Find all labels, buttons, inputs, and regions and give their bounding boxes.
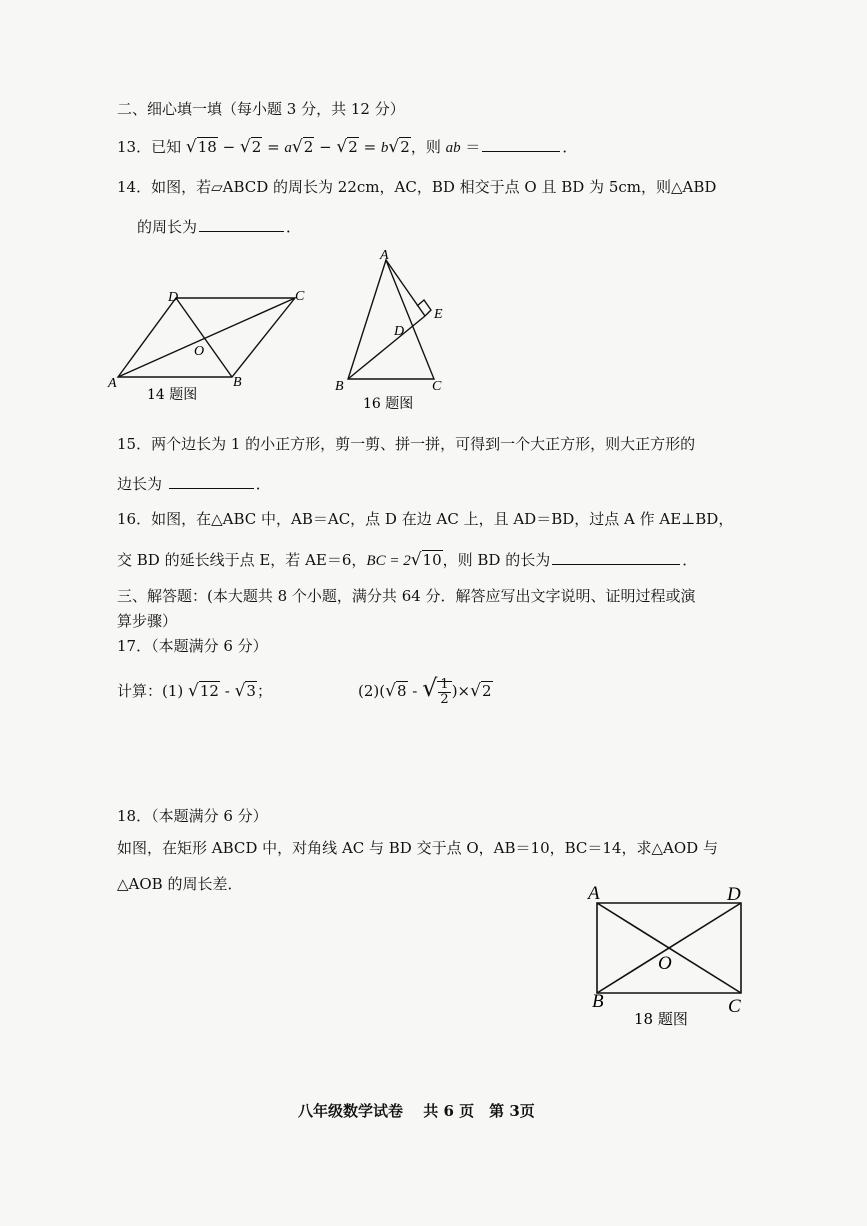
figure-16-triangle (328, 242, 458, 414)
sqrt-18: √18 (185, 137, 217, 157)
figure-18-caption: 18 题图 (634, 1010, 688, 1028)
question-14-line-2: 的周长为 ． (137, 218, 302, 236)
sqrt-10: √10 (410, 550, 442, 570)
sqrt-8: √8 (385, 681, 407, 701)
question-15-line-2: 边长为 ． (117, 475, 271, 493)
label-a: A (108, 376, 117, 391)
diagonal-bd (176, 298, 232, 377)
section-2-heading: 二、细心填一填（每小题 3 分，共 12 分） (117, 100, 405, 118)
question-17-part-2: (2)(√8 - √ $\frac{1}{2}$ )×√2 (358, 674, 492, 707)
label-a: A (380, 248, 389, 263)
q16-answer-blank[interactable] (552, 563, 680, 565)
label-c: C (295, 289, 305, 304)
label-c: C (432, 379, 442, 394)
q13-answer-blank[interactable] (482, 150, 560, 152)
segment-be (348, 316, 425, 379)
sqrt-2: √2 (470, 681, 492, 701)
label-b: B (335, 379, 344, 394)
sqrt-half: √ $\frac{1}{2}$ (422, 674, 452, 707)
question-18-title: 18．（本题满分 6 分） (117, 807, 268, 825)
figure-16-caption: 16 题图 (363, 396, 414, 412)
question-17-part-1: 计算：(1) √12 - √3； (117, 681, 272, 701)
question-16-line-1: 16．如图，在△ABC 中，AB＝AC，点 D 在边 AC 上，且 AD＝BD，过点 A 作 AE⊥BD， (117, 510, 734, 528)
label-b: B (592, 991, 604, 1012)
section-3-heading-line-2: 算步骤） (117, 612, 178, 630)
question-13: 13．已知 √18 − √2 = a√2 − √2 = b√2，则 ab ＝ ． (117, 137, 578, 157)
q15-answer-blank[interactable] (169, 487, 254, 489)
label-e: E (434, 307, 443, 322)
question-17-title: 17．（本题满分 6 分） (117, 637, 268, 655)
label-d: D (394, 324, 405, 339)
question-14-line-1: 14．如图，若▱ABCD 的周长为 22cm，AC，BD 相交于点 O 且 BD 为 5cm，则△ABD (117, 178, 717, 196)
diagonal-ac (118, 298, 295, 377)
label-a: A (588, 883, 600, 904)
figure-18-rectangle (583, 880, 758, 1030)
label-d: D (168, 290, 179, 305)
label-c: C (728, 996, 741, 1017)
question-15-line-1: 15．两个边长为 1 的小正方形，剪一剪、拼一拼，可得到一个大正方形，则大正方形的 (117, 435, 696, 453)
question-16-line-2: 交 BD 的延长线于点 E，若 AE＝6，BC = 2√10，则 BD 的长为 ． (117, 550, 698, 570)
question-18-line-2: △AOB 的周长差． (117, 875, 243, 893)
label-d: D (727, 884, 741, 905)
sqrt-3: √3 (234, 681, 256, 701)
page-footer: 八年级数学试卷 共 6 页 第 3页 (298, 1102, 535, 1120)
figure-14-caption: 14 题图 (147, 387, 198, 403)
q14-answer-blank[interactable] (199, 230, 284, 232)
q13-number: 13．已知 (117, 138, 182, 156)
figure-14-parallelogram (105, 285, 320, 410)
label-b: B (233, 375, 242, 390)
label-o: O (194, 344, 205, 359)
label-o: O (658, 953, 672, 974)
section-3-heading-line-1: 三、解答题：(本大题共 8 个小题，满分共 64 分．解答应写出文字说明、证明过程或演 (117, 587, 696, 605)
sqrt-2: √2 (239, 137, 262, 157)
sqrt-12: √12 (188, 681, 219, 701)
question-18-line-1: 如图，在矩形 ABCD 中，对角线 AC 与 BD 交于点 O，AB＝10，BC＝14，求△AOD 与 (117, 839, 718, 857)
